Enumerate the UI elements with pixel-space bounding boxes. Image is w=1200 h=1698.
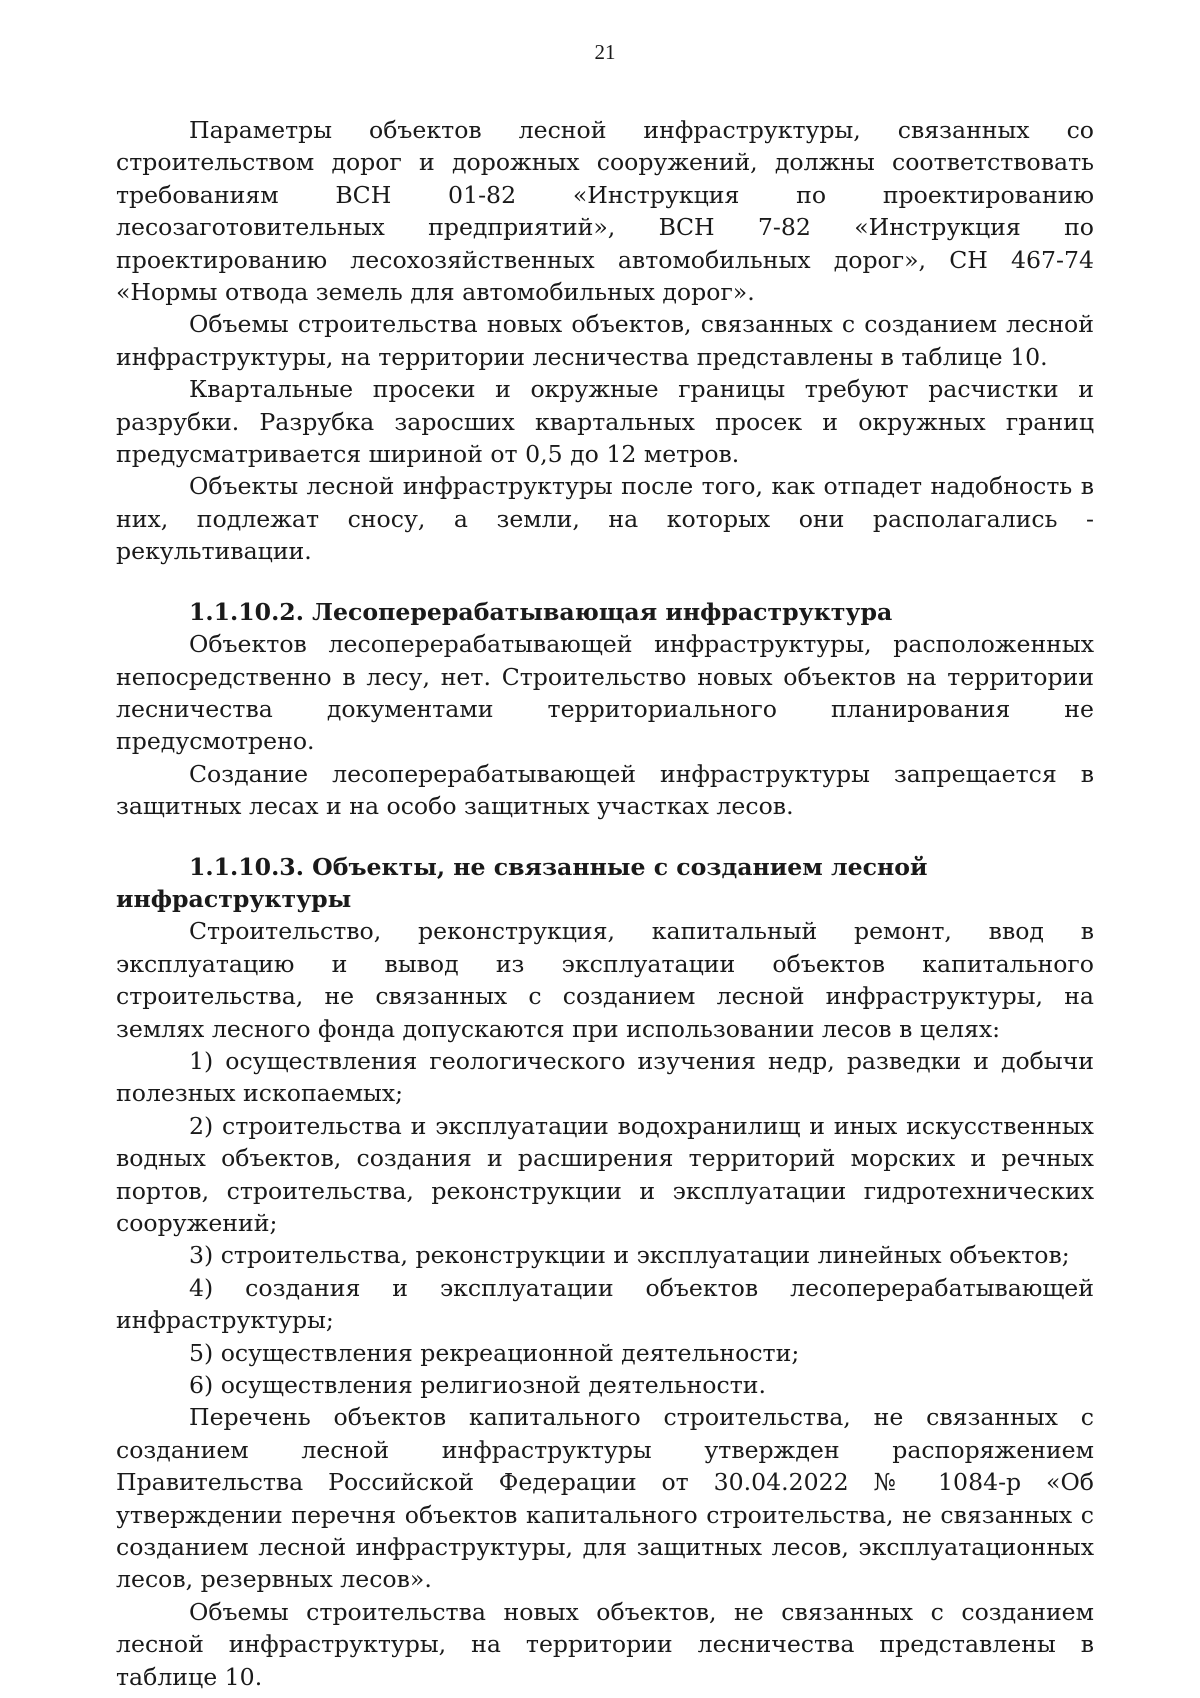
- heading-non-forest-objects: 1.1.10.3. Объекты, не связанные с созданием лесной инфраструктуры: [116, 852, 928, 913]
- paragraph-demolition: Объекты лесной инфраструктуры после того, как отпадет надобность в них, подлежат сносу, а земли, на которых они располагались - рекультивации.: [116, 472, 1094, 566]
- list-item-5: 5) осуществления рекреационной деятельности;: [189, 1338, 800, 1367]
- section-non-forest-objects: [116, 851, 1094, 1694]
- paragraph-construction-volumes: Объемы строительства новых объектов, связанных с созданием лесной инфраструктуры, на территории лесничества представлены в таблице 10.: [116, 310, 1094, 371]
- heading-processing-infrastructure: 1.1.10.2. Лесоперерабатывающая инфраструктура: [189, 597, 893, 626]
- list-item-4: 4) создания и эксплуатации объектов лесоперерабатывающей инфраструктуры;: [116, 1273, 1094, 1335]
- paragraph-quarter-clearings: Квартальные просеки и окружные границы требуют расчистки и разрубки. Разрубка заросших квартальных просек и окружных границ предусматривается шириной от 0,5 до 12 метров.: [116, 375, 1094, 469]
- list-item-2: 2) строительства и эксплуатации водохранилищ и иных искусственных водных объектов, создания и расширения территорий морских и речных портов, строительства, реконструкции и эксплуатации гидротехнических сооружений;: [116, 1111, 1094, 1237]
- list-item-6: 6) осуществления религиозной деятельности.: [189, 1371, 766, 1400]
- paragraph-processing-prohibited: Создание лесоперерабатывающей инфраструктуры запрещается в защитных лесах и на особо защитных участках лесов.: [116, 759, 1094, 821]
- page-number: 21: [594, 40, 616, 64]
- section-processing-infrastructure: [116, 596, 1094, 823]
- paragraph-no-processing-objects: Объектов лесоперерабатывающей инфраструктуры, расположенных непосредственно в лесу, нет. Строительство новых объектов на территории лесничества документами территориального планирования не предусмотрено.: [116, 630, 1094, 756]
- list-item-3: 3) строительства, реконструкции и эксплуатации линейных объектов;: [189, 1241, 1070, 1270]
- list-item-1: 1) осуществления геологического изучения недр, разведки и добычи полезных ископаемых;: [116, 1046, 1094, 1108]
- paragraph-road-parameters: Параметры объектов лесной инфраструктуры, связанных со строительством дорог и дорожных сооружений, должны соответствовать требованиям ВСН 01-82 «Инструкция по проектированию лесозаготовительных предприятий», ВСН 7-82 «Инструкция по проектированию лесохозяйственных автомобильных дорог», СН 467-74 «Нормы отвода земель для автомобильных дорог».: [116, 116, 1094, 307]
- paragraph-construction-allowed: Строительство, реконструкция, капитальный ремонт, ввод в эксплуатацию и вывод из эксплуатации объектов капитального строительства, не связанных с созданием лесной инфраструктуры, на землях лесного фонда допускаются при использовании лесов в целях:: [116, 917, 1094, 1043]
- document-page: [116, 36, 1094, 1693]
- section-road-infrastructure: [116, 114, 1094, 568]
- paragraph-government-order: Перечень объектов капитального строительства, не связанных с созданием лесной инфраструктуры утвержден распоряжением Правительства Российской Федерации от 30.04.2022 № 1084-р «Об утверждении перечня объектов капитального строительства, не связанных с созданием лесной инфраструктуры, для защитных лесов, эксплуатационных лесов, резервных лесов».: [116, 1403, 1094, 1594]
- paragraph-new-objects-volumes: Объемы строительства новых объектов, не связанных с созданием лесной инфраструктуры, на территории лесничества представлены в таблице 10.: [116, 1597, 1094, 1691]
